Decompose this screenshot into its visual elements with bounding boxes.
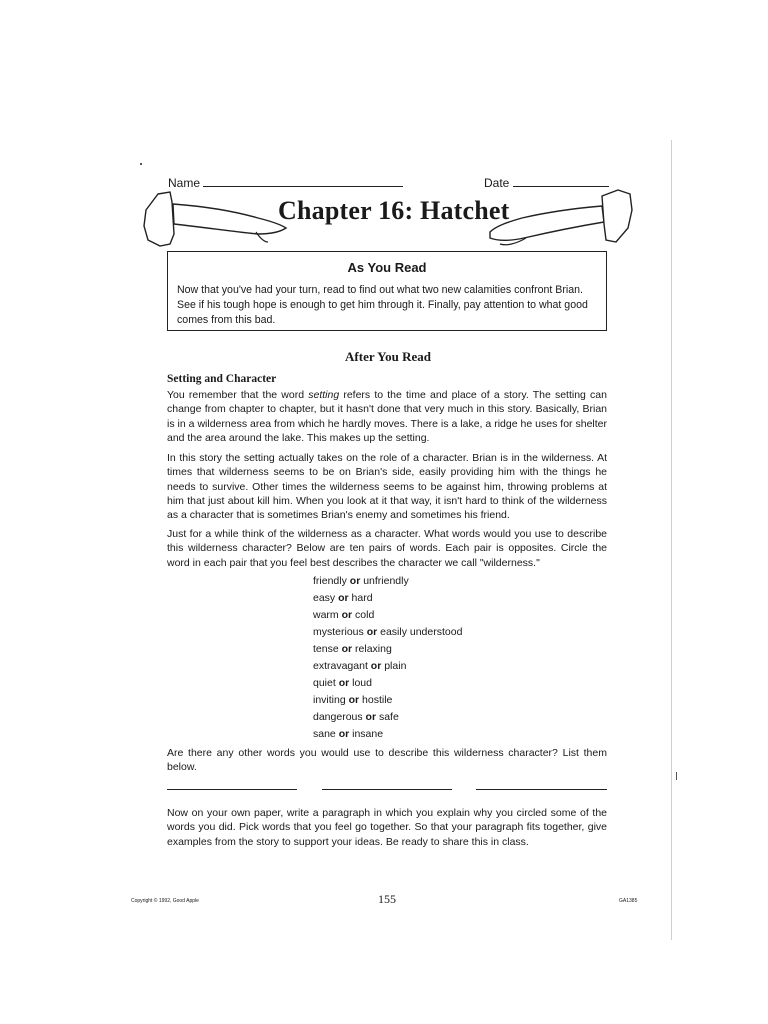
or-word: or: [338, 677, 350, 689]
hatchet-right-icon: [486, 186, 636, 250]
or-word: or: [341, 643, 353, 655]
word-pair: [313, 590, 462, 607]
word-option[interactable]: plain: [384, 660, 407, 672]
or-word: or: [338, 592, 349, 604]
word-pair: [313, 624, 462, 641]
page-edge-line: [671, 140, 672, 940]
word-pairs-list: [313, 573, 462, 743]
word-option[interactable]: sane: [313, 728, 336, 740]
word-option[interactable]: dangerous: [313, 711, 363, 723]
or-word: or: [341, 609, 353, 621]
hatchet-left-icon: [140, 188, 290, 250]
word-option[interactable]: safe: [378, 711, 399, 723]
word-option[interactable]: unfriendly: [363, 575, 409, 587]
paragraph-setting: [167, 388, 607, 445]
answer-line[interactable]: [322, 789, 452, 790]
scan-speck: [676, 772, 677, 780]
after-you-read-heading: After You Read: [345, 349, 431, 364]
answer-line[interactable]: [476, 789, 607, 790]
or-word: or: [338, 728, 350, 740]
word-pair: [313, 641, 462, 658]
setting-character-subheading: Setting and Character: [167, 373, 277, 385]
copyright-notice: Copyright © 1992, Good Apple: [131, 898, 199, 904]
word-option[interactable]: loud: [352, 677, 372, 689]
paragraph-instructions: Just for a while think of the wilderness as a character. What words would you use to describe this wilderness character? Below are ten pairs of words. Each pair is opposites. Circle the word in each pair that you feel best describes the character we call "wilderness.": [167, 528, 607, 569]
word-option[interactable]: extravagant: [313, 660, 368, 672]
word-pair: [313, 709, 462, 726]
word-option[interactable]: inviting: [313, 694, 346, 706]
or-word: or: [370, 660, 382, 672]
date-label: Date: [484, 176, 510, 190]
or-word: or: [365, 711, 377, 723]
word-pair: [313, 726, 462, 743]
word-option[interactable]: hard: [351, 592, 373, 604]
paragraph-other-words: Are there any other words you would use to describe this wilderness character? List them below.: [167, 747, 607, 774]
word-option[interactable]: hostile: [362, 694, 393, 706]
word-option[interactable]: relaxing: [355, 643, 392, 655]
word-option[interactable]: warm: [313, 609, 339, 621]
as-you-read-text: Now that you've had your turn, read to find out what two new calamities confront Brian. See if his tough hope is enough to get him through it. Finally, pay attention to what good comes from this bad.: [177, 284, 588, 326]
word-option[interactable]: tense: [313, 643, 339, 655]
answer-line[interactable]: [167, 789, 297, 790]
name-line[interactable]: [203, 176, 403, 187]
word-option[interactable]: insane: [352, 728, 384, 740]
paragraph-setting-end: refers to the time and place of a story. The setting can change from chapter to chapter, but it hasn't done that very much in this story. Basically, Brian is in a wilderness area from which he hardly moves. There is a lake, a ridge he uses for shelter and the area around the lake. This makes up the setting.: [167, 389, 607, 444]
as-you-read-heading: As You Read: [347, 260, 427, 275]
word-option[interactable]: quiet: [313, 677, 336, 689]
setting-term: setting: [308, 389, 340, 401]
or-word: or: [348, 694, 360, 706]
paragraph-writing-task: Now on your own paper, write a paragraph in which you explain why you circled some of the words you did. Pick words that you feel go together. So that your paragraph fits together, give examples from the story to support your ideas. Be ready to share this in class.: [167, 807, 607, 848]
publisher-code: GA1385: [619, 898, 638, 904]
word-option[interactable]: easily understood: [380, 626, 463, 638]
page-number: 155: [378, 892, 396, 906]
scan-speck: [140, 163, 142, 165]
name-label: Name: [168, 176, 201, 190]
word-option[interactable]: mysterious: [313, 626, 364, 638]
word-pair: [313, 692, 462, 709]
paragraph-setting-start: You remember that the word: [167, 389, 309, 401]
word-pair: [313, 675, 462, 692]
as-you-read-box: [167, 251, 607, 331]
page-title: Chapter 16: Hatchet: [278, 196, 510, 225]
word-pair: [313, 607, 462, 624]
word-pair: [313, 573, 462, 590]
or-word: or: [366, 626, 378, 638]
word-pair: [313, 658, 462, 675]
word-option[interactable]: friendly: [313, 575, 347, 587]
word-option[interactable]: cold: [355, 609, 375, 621]
or-word: or: [349, 575, 361, 587]
word-option[interactable]: easy: [313, 592, 336, 604]
paragraph-role: In this story the setting actually takes on the role of a character. Brian is in the wilderness. At times that wilderness seems to be on Brian's side, easily providing him with the things he needs to survive. Other times the wilderness seems to be against him, throwing problems at him that just about kill him. When you look at it that way, it isn't hard to think of the wilderness as a character that is sometimes Brian's enemy and sometimes his friend.: [167, 452, 607, 522]
